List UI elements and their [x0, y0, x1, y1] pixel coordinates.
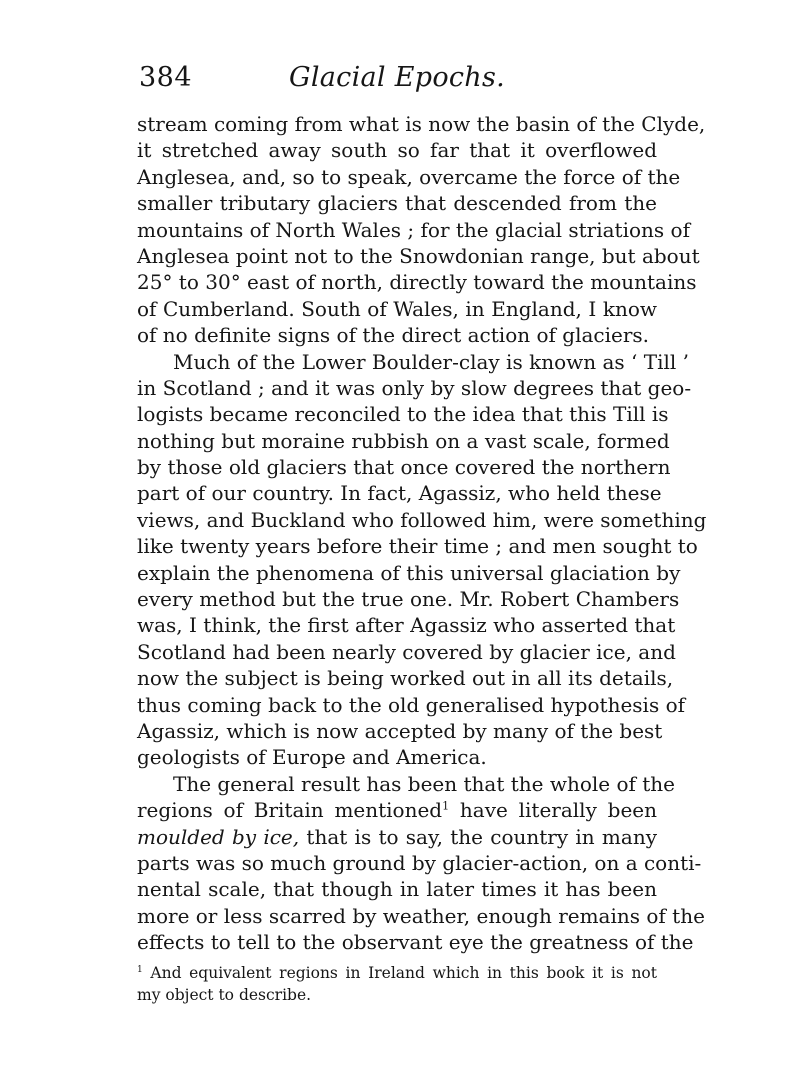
- footnote-text: And equivalent regions in Ireland which in this book it is not: [150, 964, 657, 982]
- text-line: smaller tributary glaciers that descended from the: [137, 191, 657, 216]
- text-line: logists became reconciled to the idea that this Till is: [137, 402, 669, 427]
- text-line: Anglesea, and, so to speak, overcame the force of the: [137, 164, 681, 189]
- emphasis-text: moulded by ice,: [137, 824, 300, 849]
- text-line: by those old glaciers that once covered the northern: [137, 455, 671, 480]
- footnote: [137, 962, 657, 1006]
- footnote-reference: 1: [442, 799, 450, 813]
- text-line: The general result has been that the whole of the: [173, 771, 676, 796]
- text-line: like twenty years before their time ; and men sought to: [137, 534, 698, 559]
- text-line: nental scale, that though in later times it has been: [137, 877, 657, 902]
- text-segment: that is to say, the country in many: [306, 824, 658, 849]
- text-line: of Cumberland. South of Wales, in England, I know: [137, 296, 657, 321]
- text-line: Scotland had been nearly covered by glacier ice, and: [137, 639, 676, 664]
- footnote-line: [137, 962, 657, 984]
- text-line: geologists of Europe and America.: [137, 745, 487, 770]
- text-line: explain the phenomena of this universal glaciation by: [137, 560, 681, 585]
- text-line: Agassiz, which is now accepted by many of the best: [137, 718, 663, 743]
- text-line: parts was so much ground by glacier-action, on a conti-: [137, 850, 702, 875]
- text-line: it stretched away south so far that it overflowed: [137, 138, 657, 163]
- text-segment: have literally been: [459, 798, 657, 823]
- text-line: [137, 797, 657, 823]
- text-line: more or less scarred by weather, enough remains of the: [137, 903, 705, 928]
- text-line: nothing but moraine rubbish on a vast scale, formed: [137, 428, 670, 453]
- running-title: Glacial Epochs.: [288, 62, 506, 93]
- text-line: effects to tell to the observant eye the greatness of the: [137, 930, 694, 955]
- text-line: 25° to 30° east of north, directly toward the mountains: [137, 270, 697, 295]
- footnote-marker: 1: [137, 964, 143, 975]
- text-line: stream coming from what is now the basin of the Clyde,: [137, 112, 706, 136]
- text-segment: regions of Britain mentioned: [137, 798, 443, 823]
- text-line: part of our country. In fact, Agassiz, who held these: [137, 481, 662, 506]
- text-line: every method but the true one. Mr. Robert Chambers: [137, 587, 680, 612]
- text-line: views, and Buckland who followed him, were something: [137, 507, 707, 532]
- body-text: [137, 111, 707, 956]
- page-header: [137, 62, 657, 102]
- footnote-line: my object to describe.: [137, 986, 312, 1004]
- text-line: [137, 824, 657, 850]
- text-line: Anglesea point not to the Snowdonian range, but about: [137, 243, 700, 268]
- text-line: now the subject is being worked out in all its details,: [137, 666, 674, 691]
- text-line: Much of the Lower Boulder-clay is known as ‘ Till ’: [173, 349, 689, 374]
- text-line: thus coming back to the old generalised hypothesis of: [137, 692, 686, 717]
- text-line: was, I think, the first after Agassiz who asserted that: [137, 613, 676, 638]
- text-line: in Scotland ; and it was only by slow degrees that geo-: [137, 375, 692, 400]
- text-line: of no definite signs of the direct action of glaciers.: [137, 323, 650, 348]
- page-number: 384: [139, 62, 193, 93]
- text-line: mountains of North Wales ; for the glacial striations of: [137, 217, 690, 242]
